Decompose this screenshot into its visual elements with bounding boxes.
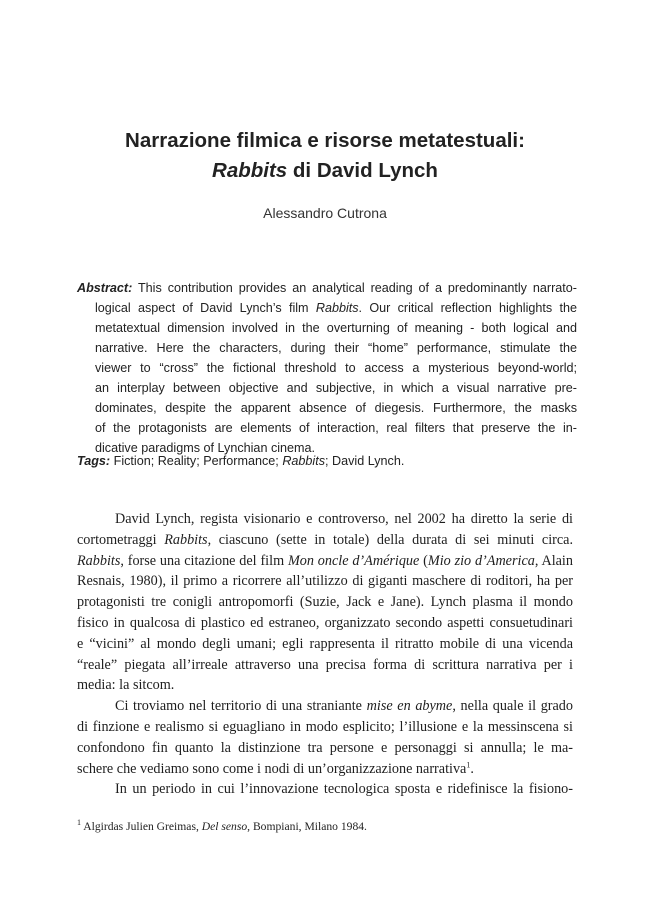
- abstract-line: an interplay between objective and subjective, in which a visual narrative pre-: [95, 381, 577, 395]
- body-film-name: Rabbits: [164, 531, 208, 548]
- body-line: [77, 759, 573, 780]
- body-text: [77, 509, 573, 800]
- abstract-line: [77, 278, 577, 298]
- body-line: “reale” piegata all’irreale attraverso una precisa forma di scrittura narrativa per i: [77, 656, 573, 673]
- body-line: confondono fin quanto la distinzione tra persone e personaggi si annulla; le ma-: [77, 739, 573, 756]
- body-line: di finzione e realismo si eguagliano in modo esplicito; l’illusione e la messinscena si: [77, 718, 573, 735]
- paper-title-line-1: Narrazione filmica e risorse metatestuali:: [125, 129, 525, 152]
- footnote-work-title: Del senso: [201, 820, 248, 833]
- body-film-name: Mio zio d’America: [427, 552, 535, 569]
- body-text-run: .: [470, 760, 474, 777]
- paper-title-line-2: [0, 156, 650, 186]
- body-line: [77, 696, 573, 717]
- body-line: media: la sitcom.: [77, 677, 175, 694]
- tags-line: [77, 451, 577, 471]
- body-text-run: , nella quale il grado: [452, 698, 573, 715]
- abstract-line: dominates, despite the apparent absence of diegesis. Furthermore, the masks: [95, 401, 577, 415]
- body-text-run: , forse una citazione del film: [120, 552, 288, 569]
- body-line: In un periodo in cui l’innovazione tecnologica sposta e ridefinisce la fisiono-: [115, 781, 573, 798]
- footnote-number: 1: [77, 818, 81, 828]
- abstract-line: viewer to “cross” the fictional threshold to access a mysterious beyond-world;: [95, 361, 577, 375]
- body-italic-term: mise en abyme: [366, 698, 453, 715]
- tags-text: ; David Lynch.: [325, 454, 405, 468]
- abstract-line: metatextual dimension involved in the overturning of meaning - both logical and: [95, 321, 577, 335]
- abstract-label: Abstract:: [77, 281, 133, 295]
- body-film-name: Mon oncle d’Amérique: [287, 552, 420, 569]
- abstract-line: of the protagonists are elements of interaction, real filters that preserve the in-: [95, 421, 577, 435]
- body-line: Resnais, 1980), il primo a ricorrere all’utilizzo di giganti maschere di roditori, ha per: [77, 573, 573, 590]
- body-text-run: Ci troviamo nel territorio di una straniante: [115, 698, 367, 715]
- body-line: fisico in qualcosa di plastico ed estraneo, organizzato secondo aspetti consuetudinari: [77, 614, 573, 631]
- tags-film-name: Rabbits: [282, 454, 326, 468]
- abstract-text: . Our critical reflection highlights the: [358, 301, 577, 315]
- tags-label: Tags:: [77, 454, 111, 468]
- body-line: [77, 551, 573, 572]
- abstract: [77, 278, 577, 458]
- body-line: [77, 530, 573, 551]
- body-line: e “vicini” al mondo degli umani; egli rappresenta il ritratto mobile di una vicenda: [77, 635, 573, 652]
- abstract-text: logical aspect of David Lynch’s film: [95, 301, 316, 315]
- body-text-run: , Alain: [534, 552, 573, 569]
- tags-text: Fiction; Reality; Performance;: [110, 454, 283, 468]
- footnote-reference[interactable]: 1: [466, 759, 471, 769]
- footnote-text: Algirdas Julien Greimas,: [81, 820, 202, 833]
- title-line-2-rest: di David Lynch: [287, 159, 438, 182]
- abstract-text: This contribution provides an analytical reading of a predominantly narrato-: [132, 281, 577, 295]
- body-line: protagonisti tre conigli antropomorfi (Suzie, Jack e Jane). Lynch plasma il mondo: [77, 594, 573, 611]
- body-text-run: cortometraggi: [77, 531, 165, 548]
- body-film-name: Rabbits: [77, 552, 121, 569]
- body-text-run: (: [419, 552, 428, 569]
- footnote: [77, 819, 573, 835]
- abstract-line: dicative paradigms of Lynchian cinema.: [95, 441, 316, 455]
- body-line: David Lynch, regista visionario e controverso, nel 2002 ha diretto la serie di: [115, 511, 573, 527]
- body-text-run: schere che vediamo sono come i nodi di un’organizzazione narrativa: [77, 760, 467, 777]
- author-name: Alessandro Cutrona: [263, 205, 387, 221]
- abstract-film-name: Rabbits: [315, 301, 359, 315]
- body-text-run: , ciascuno (sette in totale) della durata di sei minuti circa.: [207, 531, 574, 548]
- abstract-line: narrative. Here the characters, during their “home” performance, stimulate the: [95, 341, 577, 355]
- footnote-text: , Bompiani, Milano 1984.: [247, 820, 367, 833]
- title-film-name: Rabbits: [212, 159, 288, 182]
- abstract-line: [77, 298, 577, 318]
